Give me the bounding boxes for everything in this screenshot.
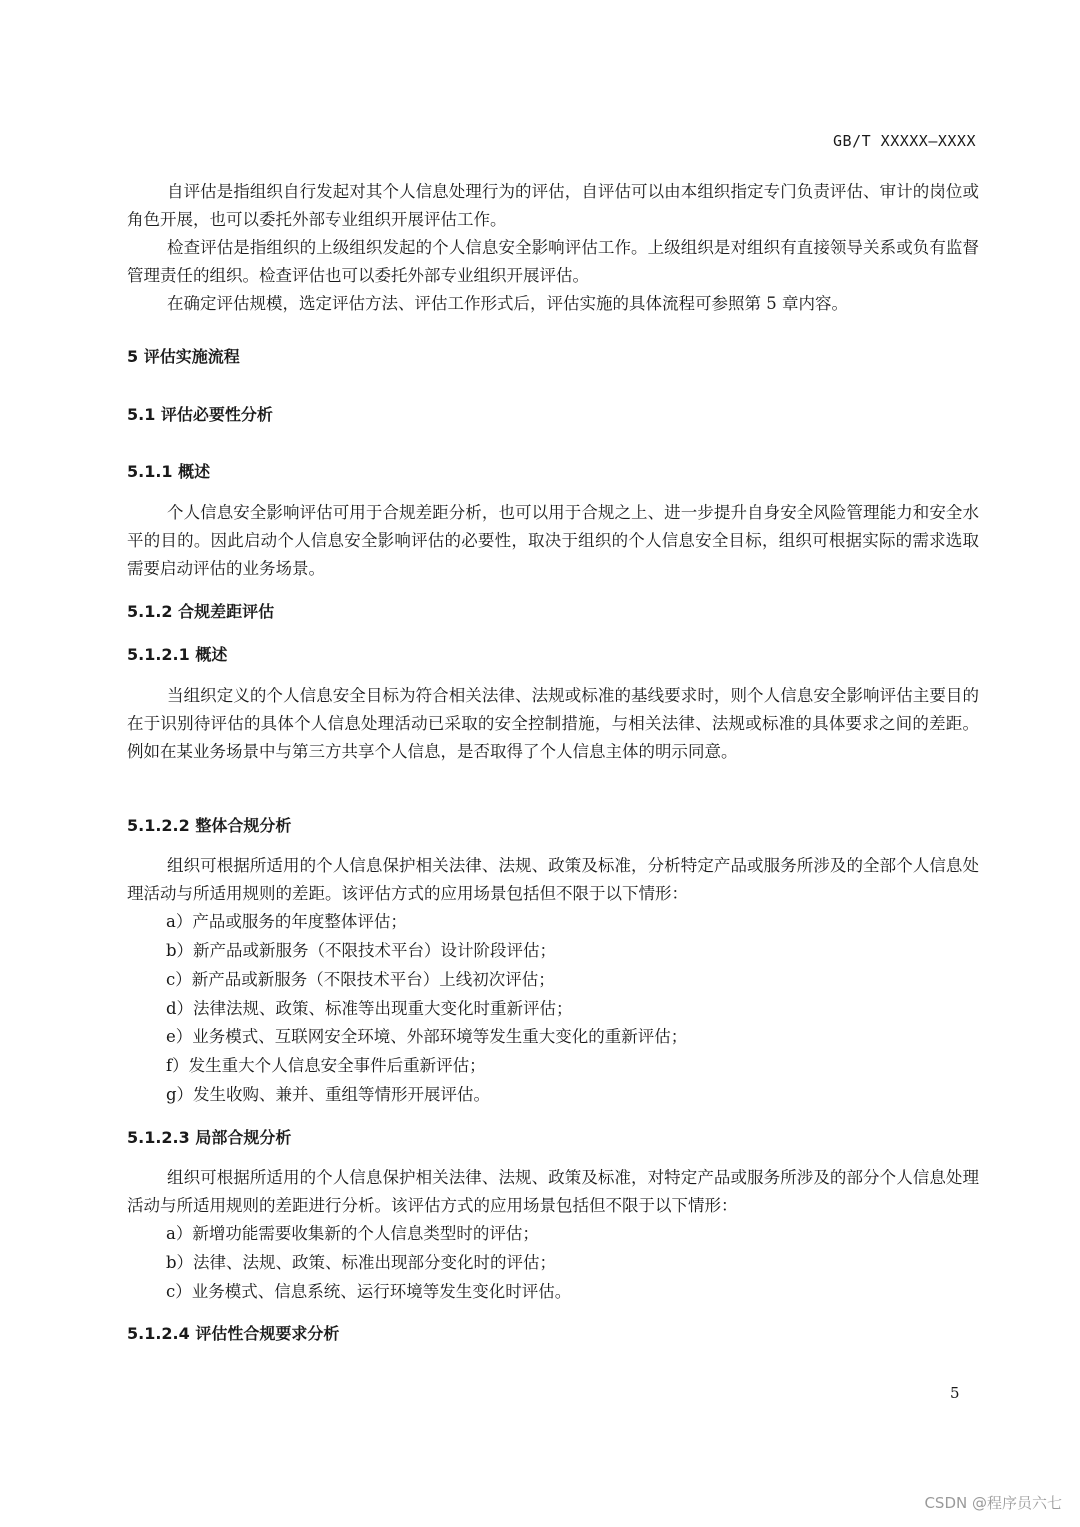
section-5-heading: 5 评估实施流程: [127, 347, 240, 366]
list-item: a）产品或服务的年度整体评估；: [166, 912, 407, 931]
list-item: a）新增功能需要收集新的个人信息类型时的评估；: [166, 1224, 539, 1243]
section-5-1-2-1-paragraph: 当组织定义的个人信息安全目标为符合相关法律、法规或标准的基线要求时，则个人信息安全影响评估主要目的在于识别待评估的具体个人信息处理活动已采取的安全控制措施，与相关法律、法规或标准的具体要求之间的差距。例如在某业务场景中与第三方共享个人信息，是否取得了个人信息主体的明示同意。: [127, 686, 979, 761]
list-item: d）法律法规、政策、标准等出现重大变化时重新评估；: [166, 999, 573, 1018]
intro-paragraph-inspection-assessment: 检查评估是指组织的上级组织发起的个人信息安全影响评估工作。上级组织是对组织有直接领导关系或负有监督管理责任的组织。检查评估也可以委托外部专业组织开展评估。: [127, 238, 979, 285]
section-5-1-2-1-heading: 5.1.2.1 概述: [127, 645, 228, 664]
section-5-1-1-paragraph: 个人信息安全影响评估可用于合规差距分析，也可以用于合规之上、进一步提升自身安全风险管理能力和安全水平的目的。因此启动个人信息安全影响评估的必要性，取决于组织的个人信息安全目标，组织可根据实际的需求选取需要启动评估的业务场景。: [127, 503, 979, 578]
section-5-1-2-2-paragraph: 组织可根据所适用的个人信息保护相关法律、法规、政策及标准，分析特定产品或服务所涉及的全部个人信息处理活动与所适用规则的差距。该评估方式的应用场景包括但不限于以下情形：: [127, 856, 979, 903]
section-5-1-2-3-heading: 5.1.2.3 局部合规分析: [127, 1128, 292, 1147]
section-5-1-2-3-paragraph: 组织可根据所适用的个人信息保护相关法律、法规、政策及标准，对特定产品或服务所涉及的部分个人信息处理活动与所适用规则的差距进行分析。该评估方式的应用场景包括但不限于以下情形：: [127, 1168, 979, 1215]
document-number: GB/T XXXXX—XXXX: [833, 132, 976, 150]
section-5-1-2-2-heading: 5.1.2.2 整体合规分析: [127, 816, 292, 835]
section-5-1-1-heading: 5.1.1 概述: [127, 462, 211, 481]
list-item: b）新产品或新服务（不限技术平台）设计阶段评估；: [166, 941, 557, 960]
section-5-1-heading: 5.1 评估必要性分析: [127, 405, 273, 424]
page-number: 5: [950, 1384, 960, 1402]
list-item: c）新产品或新服务（不限技术平台）上线初次评估；: [166, 970, 555, 989]
list-item: b）法律、法规、政策、标准出现部分变化时的评估；: [166, 1253, 557, 1272]
section-5-1-2-4-heading: 5.1.2.4 评估性合规要求分析: [127, 1324, 340, 1343]
intro-paragraph-self-assessment: 自评估是指组织自行发起对其个人信息处理行为的评估，自评估可以由本组织指定专门负责评估、审计的岗位或角色开展，也可以委托外部专业组织开展评估工作。: [127, 182, 979, 229]
list-item: f）发生重大个人信息安全事件后重新评估；: [166, 1056, 486, 1075]
intro-paragraph-process-reference: 在确定评估规模，选定评估方法、评估工作形式后，评估实施的具体流程可参照第 5 章内容。: [167, 294, 848, 313]
section-5-1-2-heading: 5.1.2 合规差距评估: [127, 602, 275, 621]
list-item: e）业务模式、互联网安全环境、外部环境等发生重大变化的重新评估；: [166, 1027, 688, 1046]
watermark: CSDN @程序员六七: [924, 1494, 1062, 1512]
list-item: c）业务模式、信息系统、运行环境等发生变化时评估。: [166, 1282, 572, 1301]
list-item: g）发生收购、兼并、重组等情形开展评估。: [166, 1085, 491, 1104]
